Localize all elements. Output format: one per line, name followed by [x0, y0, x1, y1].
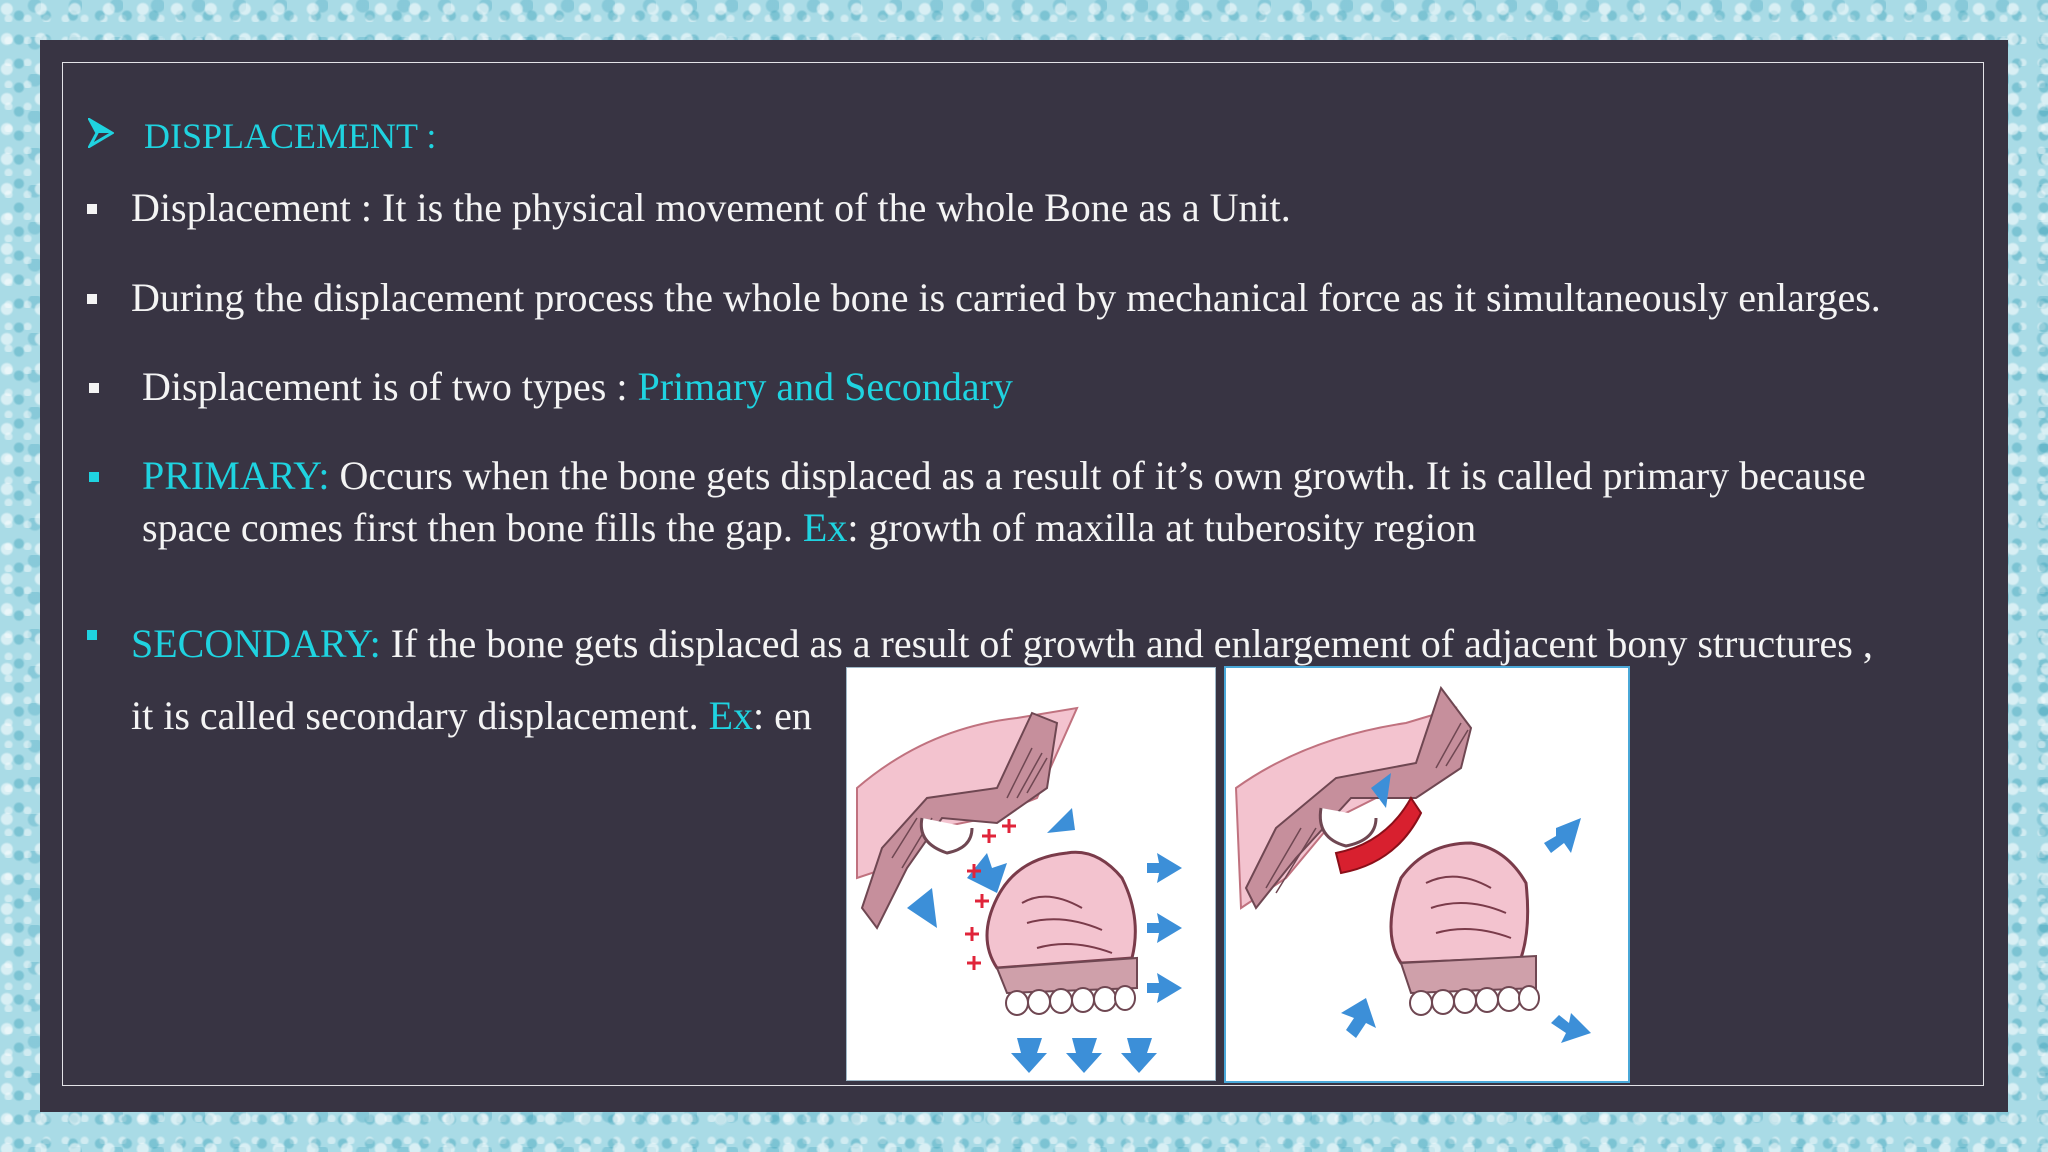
arrow-bullet-icon	[88, 115, 114, 157]
bullet-process: During the displacement process the whole bone is carried by mechanical force as it simultaneously enlarges.	[131, 275, 1881, 320]
secondary-term: SECONDARY:	[131, 621, 381, 666]
bullet-square-icon	[89, 472, 99, 482]
primary-term: PRIMARY:	[142, 453, 330, 498]
bullet-secondary: SECONDARY: If the bone gets displaced as a result of growth and enlargement of adjacent bony structures , it is called secondary displacement. Ex: en	[131, 621, 1873, 738]
primary-displacement-illustration	[846, 667, 1216, 1081]
secondary-example-label: Ex	[708, 693, 754, 738]
secondary-displacement-illustration	[1224, 666, 1630, 1083]
bullet-primary: PRIMARY: Occurs when the bone gets displaced as a result of it’s own growth. It is called primary because space comes first then bone fills the gap. Ex: growth of maxilla at tuberosity region	[142, 453, 1866, 550]
section-heading	[88, 115, 436, 157]
bullet-types: Displacement is of two types : Primary and Secondary	[142, 364, 1013, 409]
bullet-square-icon	[87, 294, 97, 304]
bullet-square-icon	[89, 383, 99, 393]
primary-example-label: Ex	[802, 505, 848, 550]
bullet-square-icon	[87, 630, 97, 640]
heading-label: DISPLACEMENT :	[144, 116, 437, 156]
types-highlight: Primary and Secondary	[637, 364, 1013, 409]
bullet-definition: Displacement : It is the physical movement of the whole Bone as a Unit.	[131, 185, 1291, 230]
bullet-square-icon	[87, 204, 97, 214]
